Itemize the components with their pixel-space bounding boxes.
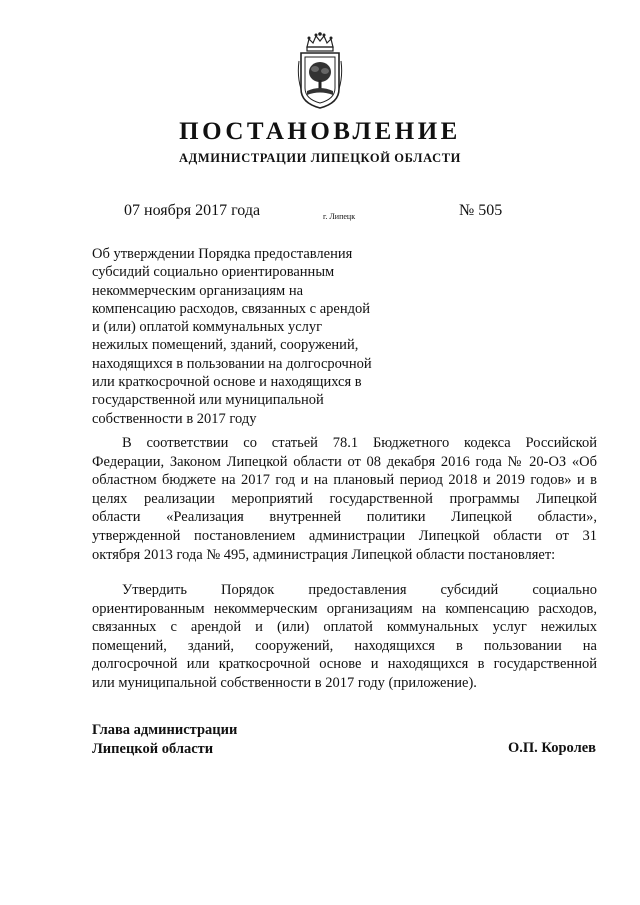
document-date: 07 ноября 2017 года bbox=[124, 202, 261, 219]
signatory-name: О.П. Королев bbox=[508, 740, 596, 756]
coat-of-arms-icon bbox=[297, 31, 343, 111]
document-subject bbox=[92, 245, 402, 428]
resolution-line: связанных с арендой и (или) оплатой коммунальных услуг нежилых bbox=[92, 619, 597, 636]
resolution-line: ориентированным некоммерческим организациям на компенсацию расходов, bbox=[92, 600, 597, 617]
subject-line: нежилых помещений, зданий, сооружений, bbox=[92, 337, 359, 354]
preamble-line: области «Реализация внутренней политики Липецкой области», bbox=[92, 509, 597, 526]
resolution-line: Утвердить Порядок предоставления субсидий социально bbox=[122, 582, 597, 598]
subject-line: находящихся в пользовании на долгосрочной bbox=[92, 355, 372, 372]
resolution-paragraph bbox=[92, 581, 597, 693]
resolution-line: или муниципальной собственности в 2017 году (приложение). bbox=[92, 674, 477, 691]
subject-line: и (или) оплатой коммунальных услуг bbox=[92, 319, 323, 336]
preamble-line: октября 2013 года № 495, администрация Липецкой области постановляет: bbox=[92, 546, 556, 563]
preamble-line: Федерации, Законом Липецкой области от 08 декабря 2016 года № 20-ОЗ «Об bbox=[92, 453, 597, 470]
preamble-line: областном бюджете на 2017 год и на плановый период 2018 и 2019 годов» и в bbox=[92, 472, 597, 489]
document-number: № 505 bbox=[459, 202, 503, 219]
signatory-position-line: Липецкой области bbox=[92, 740, 214, 757]
preamble-paragraph bbox=[92, 434, 597, 564]
preamble-line: В соответствии со статьей 78.1 Бюджетного кодекса Российской bbox=[122, 435, 597, 451]
resolution-line: долгосрочной или краткосрочной основе и находящихся в государственной bbox=[92, 656, 597, 673]
document-title: ПОСТАНОВЛЕНИЕ bbox=[179, 118, 461, 145]
subject-line: или краткосрочной основе и находящихся в bbox=[92, 374, 362, 391]
document-subtitle: АДМИНИСТРАЦИИ ЛИПЕЦКОЙ ОБЛАСТИ bbox=[179, 151, 461, 165]
subject-line: собственности в 2017 году bbox=[92, 410, 257, 427]
subject-line: Об утверждении Порядка предоставления bbox=[92, 246, 353, 262]
resolution-line: помещений, зданий, сооружений, находящихся в пользовании на bbox=[92, 637, 597, 654]
subject-line: некоммерческим организациям на bbox=[92, 282, 304, 299]
document-city: г. Липецк bbox=[323, 212, 356, 221]
signatory-position-line: Глава администрации bbox=[92, 722, 238, 738]
subject-line: субсидий социально ориентированным bbox=[92, 264, 335, 281]
subject-line: компенсацию расходов, связанных с арендой bbox=[92, 300, 371, 317]
signatory-position bbox=[92, 721, 237, 758]
subject-line: государственной или муниципальной bbox=[92, 392, 324, 409]
preamble-line: целях реализации мероприятий государственной программы Липецкой bbox=[92, 490, 597, 507]
preamble-line: утвержденной постановлением администрации Липецкой области от 31 bbox=[92, 527, 597, 544]
